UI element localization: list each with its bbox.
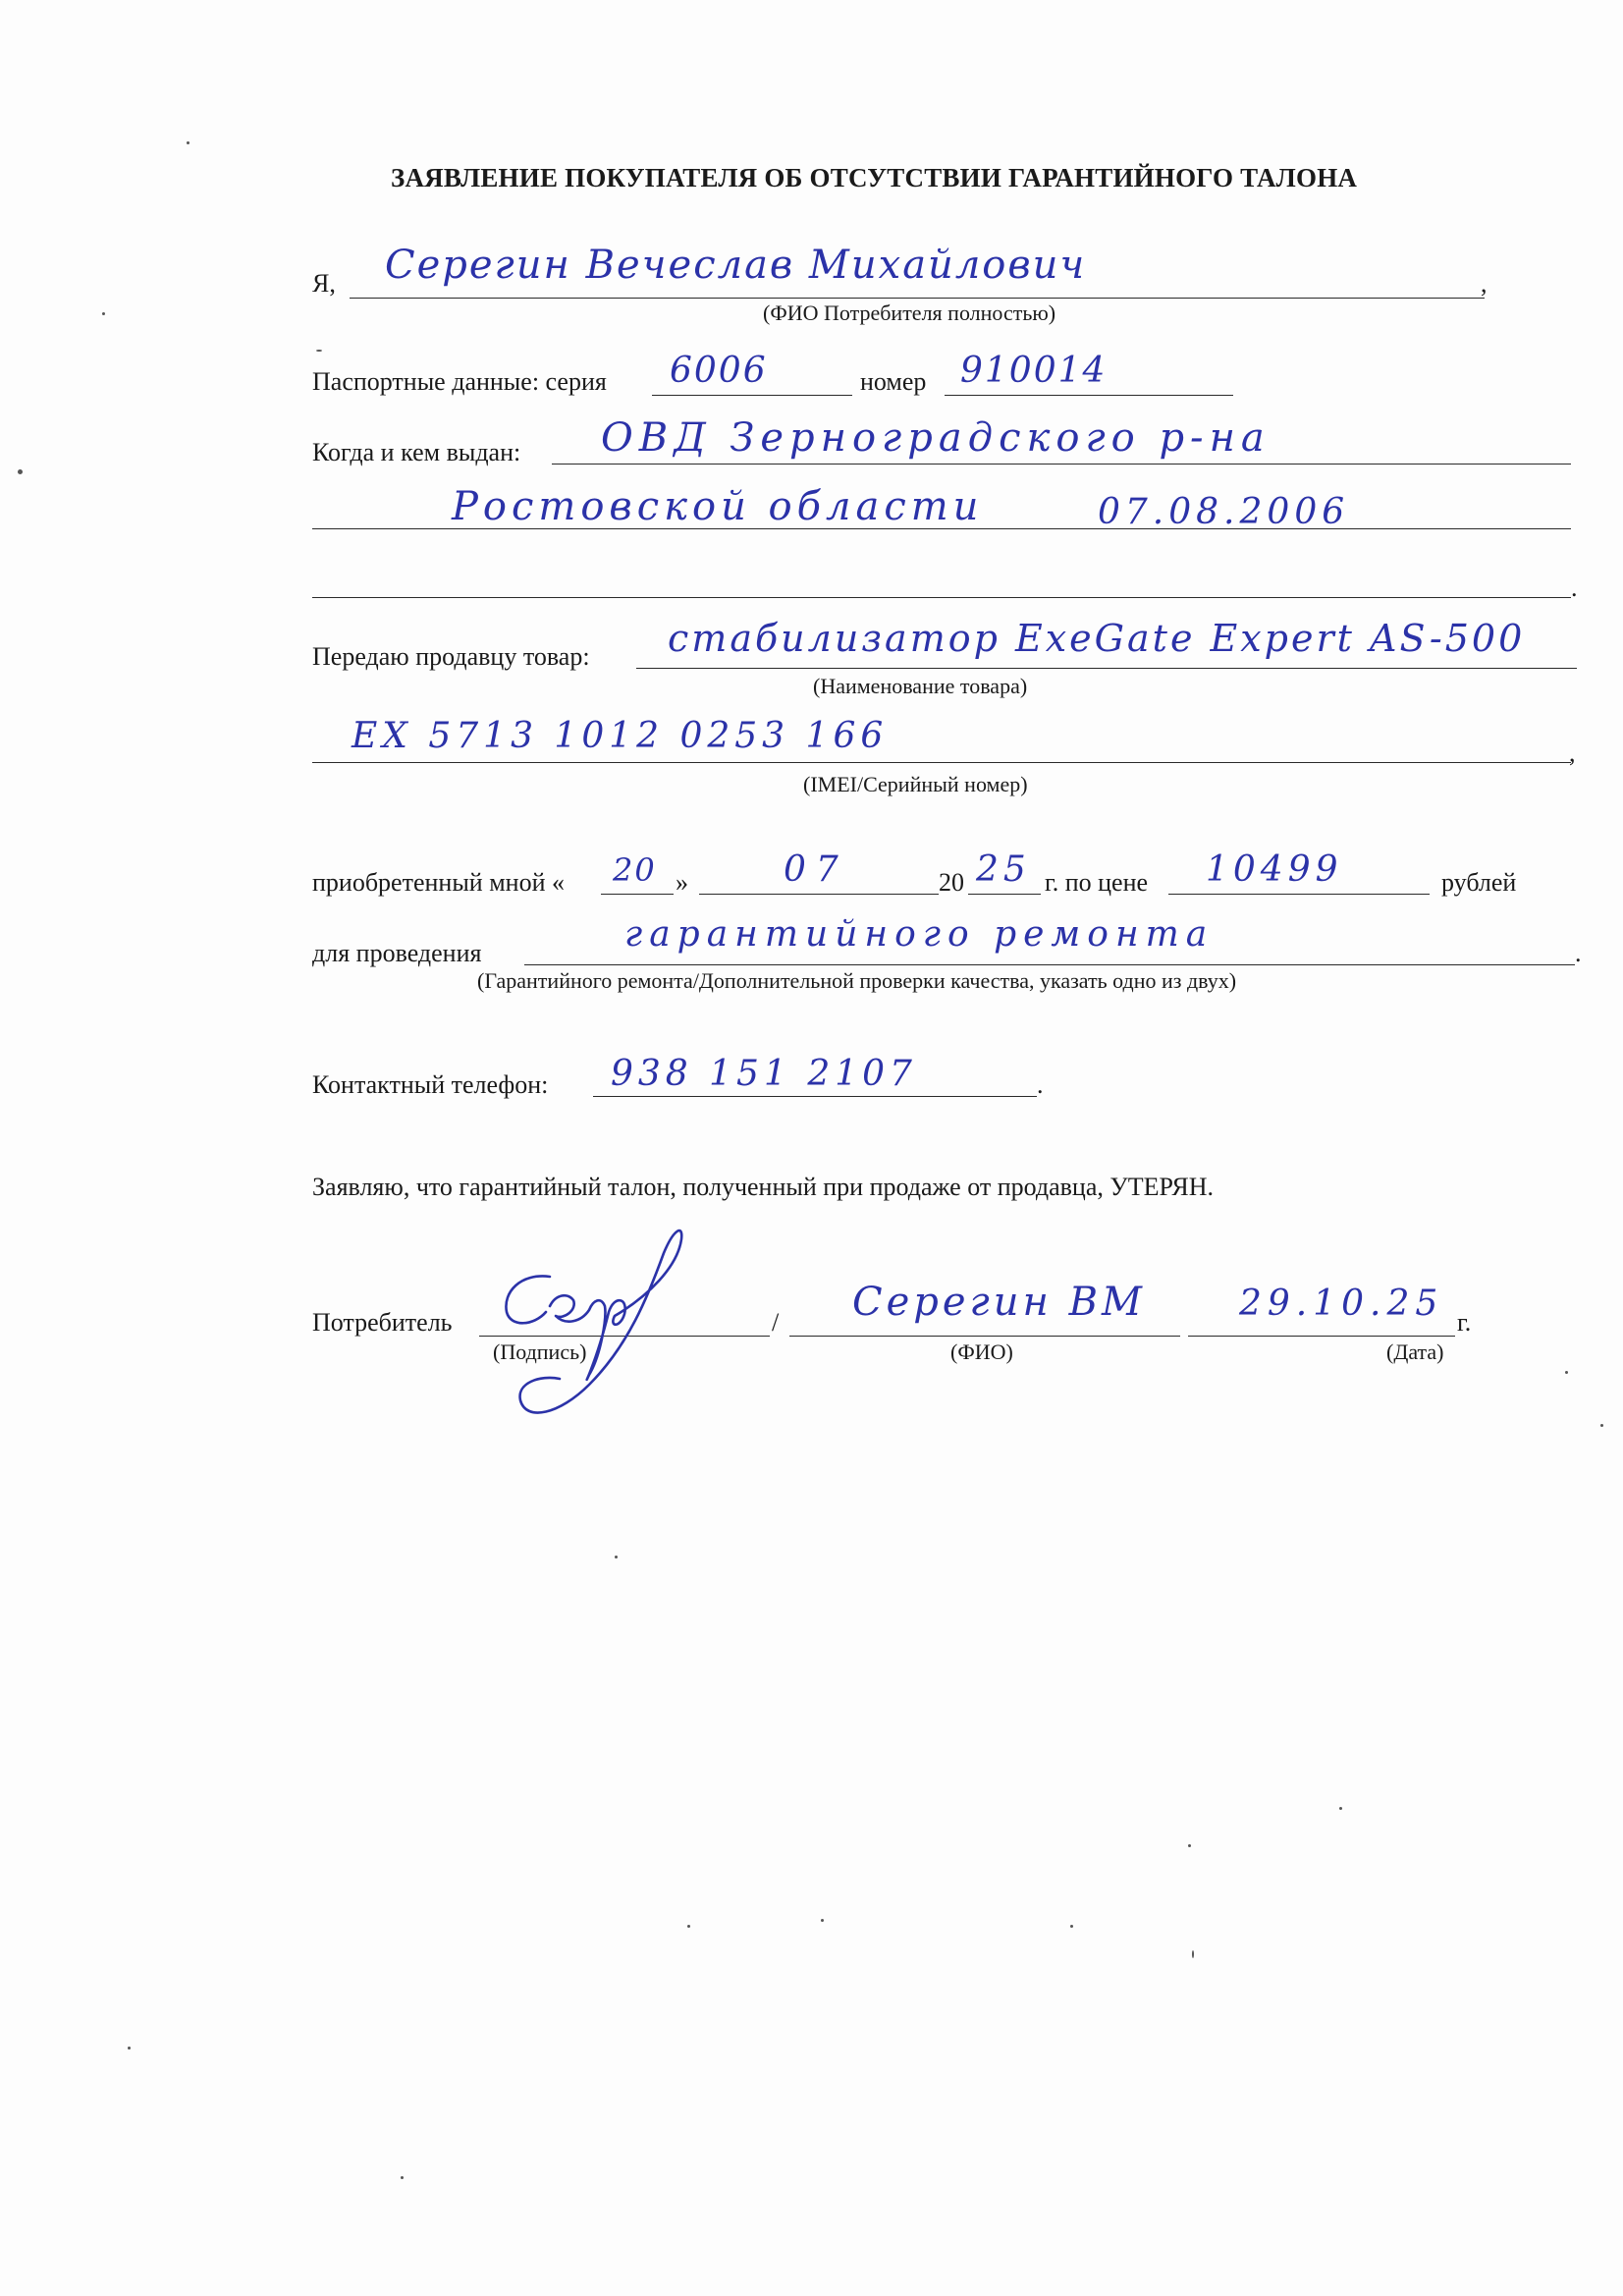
document-title: ЗАЯВЛЕНИЕ ПОКУПАТЕЛЯ ОБ ОТСУТСТВИИ ГАРАНТИЙНОГО ТАЛОНА — [391, 163, 1358, 192]
serial-field[interactable]: EX 5713 1012 0253 166 — [352, 716, 889, 756]
date-suffix: г. — [1457, 1308, 1472, 1337]
issued-date-field[interactable]: 07.08.2006 — [1098, 492, 1350, 532]
purchase-year-field[interactable]: 25 — [976, 849, 1031, 890]
purchase-day-field[interactable]: 20 — [613, 851, 657, 889]
purpose-label: для проведения — [312, 939, 482, 967]
signature-label: Потребитель — [312, 1308, 453, 1337]
phone-field[interactable]: 938 151 2107 — [611, 1054, 917, 1094]
serial-end: , — [1569, 738, 1576, 767]
purchase-label: приобретенный мной « — [312, 868, 565, 897]
purpose-caption: (Гарантийного ремонта/Дополнительной проверки качества, указать одно из двух) — [477, 968, 1237, 993]
phone-end: . — [1037, 1070, 1044, 1099]
issued-label: Когда и кем выдан: — [312, 438, 521, 466]
signature-name-field[interactable]: Серегин ВМ — [852, 1280, 1146, 1325]
signature-date-field[interactable]: 29.10.25 — [1239, 1284, 1444, 1324]
passport-number-label: номер — [860, 367, 927, 396]
name-caption: (ФИО) — [950, 1339, 1013, 1364]
issued-field-1[interactable]: ОВД Зерноградского р-на — [601, 415, 1271, 461]
phone-label: Контактный телефон: — [312, 1070, 549, 1099]
line-i-prefix: Я, — [312, 269, 336, 298]
issued-end: . — [1571, 574, 1578, 602]
price-field[interactable]: 10499 — [1206, 849, 1343, 890]
purpose-field[interactable]: гарантийного ремонта — [624, 914, 1215, 955]
passport-number-field[interactable]: 910014 — [960, 351, 1108, 391]
passport-series-field[interactable]: 6006 — [670, 351, 768, 391]
fio-field[interactable]: Серегин Вечеслав Михайлович — [385, 243, 1087, 288]
signature-slash: / — [772, 1308, 780, 1337]
product-caption: (Наименование товара) — [813, 674, 1028, 698]
purchase-month-field[interactable]: 07 — [784, 849, 848, 890]
purchase-year-prefix: 20 — [939, 868, 964, 897]
product-field[interactable]: стабилизатор ExeGate Expert AS-500 — [668, 617, 1526, 660]
statement-text: Заявляю, что гарантийный талон, полученный при продаже от продавца, УТЕРЯН. — [312, 1173, 1214, 1201]
product-label: Передаю продавцу товар: — [312, 642, 590, 671]
currency-label: рублей — [1441, 868, 1517, 897]
line-i-suffix: , — [1481, 269, 1488, 298]
serial-caption: (IMEI/Серийный номер) — [803, 772, 1028, 796]
date-caption: (Дата) — [1386, 1339, 1444, 1364]
purchase-quote-close: » — [676, 868, 688, 897]
purpose-end: . — [1575, 939, 1582, 967]
sign-caption: (Подпись) — [493, 1339, 587, 1364]
issued-field-2[interactable]: Ростовской области — [452, 484, 984, 529]
passport-label: Паспортные данные: серия — [312, 367, 607, 396]
price-label: г. по цене — [1045, 868, 1149, 897]
fio-caption: (ФИО Потребителя полностью) — [763, 301, 1056, 325]
